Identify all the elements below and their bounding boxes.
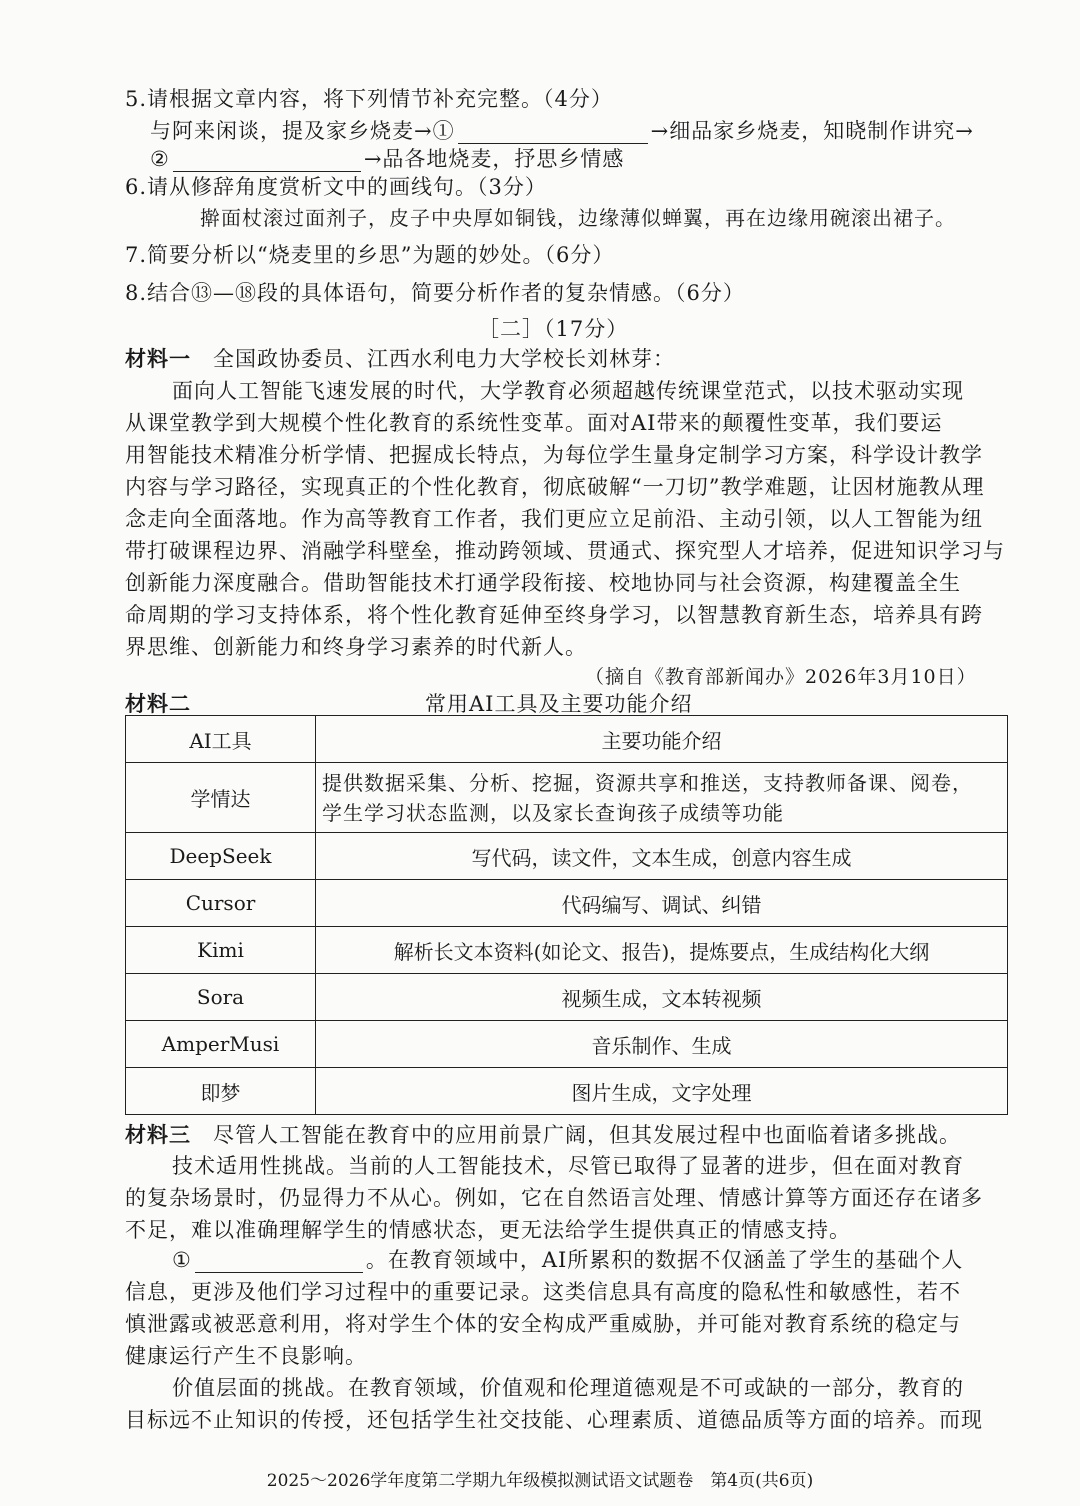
tool-name: Cursor bbox=[126, 880, 316, 927]
question-5-line2 bbox=[150, 146, 624, 172]
tool-name: 即梦 bbox=[126, 1068, 316, 1115]
answer-blank-3[interactable] bbox=[195, 1250, 363, 1273]
material-1-source: （摘自《教育部新闻办》2026年3月10日） bbox=[585, 666, 977, 688]
answer-blank-2[interactable] bbox=[173, 149, 361, 172]
tool-desc: 视频生成，文本转视频 bbox=[316, 974, 1008, 1021]
tool-desc-line: 学生学习状态监测，以及家长查询孩子成绩等功能 bbox=[322, 800, 784, 825]
ai-tools-table bbox=[125, 715, 1008, 1115]
tool-name: Sora bbox=[126, 974, 316, 1021]
table-row bbox=[126, 763, 1008, 833]
tool-desc: 解析长文本资料(如论文、报告)，提炼要点，生成结构化大纲 bbox=[316, 927, 1008, 974]
m3-p1-line-0: 技术适用性挑战。当前的人工智能技术，尽管已取得了显著的进步，但在面对教育 bbox=[172, 1154, 964, 1178]
q5-line2-end: →品各地烧麦，抒思乡情感 bbox=[363, 147, 625, 171]
tool-desc: 写代码，读文件，文本生成，创意内容生成 bbox=[316, 833, 1008, 880]
tool-desc: 图片生成，文字处理 bbox=[316, 1068, 1008, 1115]
question-5-stem: 5.请根据文章内容，将下列情节补充完整。（4分） bbox=[125, 87, 613, 111]
table-row bbox=[126, 1021, 1008, 1068]
question-6-quote: 擀面杖滚过面剂子，皮子中央厚如铜钱，边缘薄似蝉翼，再在边缘用碗滚出裙子。 bbox=[200, 206, 956, 230]
m3-p1-line-2: 不足，难以准确理解学生的情感状态，更无法给学生提供真正的情感支持。 bbox=[125, 1218, 851, 1242]
material-3-label: 材料三 bbox=[125, 1122, 191, 1147]
tool-name: DeepSeek bbox=[126, 833, 316, 880]
table-row bbox=[126, 833, 1008, 880]
m3-p3-line-1: 目标远不止知识的传授，还包括学生社交技能、心理素质、道德品质等方面的培养。而现 bbox=[125, 1408, 983, 1432]
material-1-label: 材料一 bbox=[125, 346, 191, 371]
m3-p3-line-0: 价值层面的挑战。在教育领域，价值观和伦理道德观是不可或缺的一部分，教育的 bbox=[172, 1376, 964, 1400]
tool-name: 学情达 bbox=[126, 763, 316, 833]
table-row bbox=[126, 927, 1008, 974]
question-6-stem: 6.请从修辞角度赏析文中的画线句。（3分） bbox=[125, 175, 547, 199]
m3-p2-line-2: 健康运行产生不良影响。 bbox=[125, 1344, 367, 1368]
m3-p2-mark: ① bbox=[172, 1248, 192, 1272]
m1-line-1: 从课堂教学到大规模个性化教育的系统性变革。面对AI带来的颠覆性变革，我们要运 bbox=[125, 411, 943, 435]
tool-desc-line: 提供数据采集、分析、挖掘，资源共享和推送，支持教师备课、阅卷， bbox=[322, 770, 973, 795]
page-footer: 2025～2026学年度第二学期九年级模拟测试语文试题卷 第4页(共6页) bbox=[266, 1471, 814, 1491]
table-row bbox=[126, 1068, 1008, 1115]
m3-p2-first-line bbox=[172, 1247, 963, 1273]
header-desc: 主要功能介绍 bbox=[316, 716, 1008, 763]
m3-p1-line-1: 的复杂场景时，仍显得力不从心。例如，它在自然语言处理、情感计算等方面还存在诸多 bbox=[125, 1186, 983, 1210]
table-row bbox=[126, 974, 1008, 1021]
answer-blank-1[interactable] bbox=[458, 121, 648, 144]
m1-line-2: 用智能技术精准分析学情、把握成长特点，为每位学生量身定制学习方案，科学设计教学 bbox=[125, 443, 983, 467]
material-3-heading bbox=[125, 1122, 961, 1148]
header-tool: AI工具 bbox=[126, 716, 316, 763]
m1-line-5: 带打破课程边界、消融学科壁垒，推动跨领域、贯通式、探究型人才培养，促进知识学习与 bbox=[125, 539, 1005, 563]
m1-line-8: 界思维、创新能力和终身学习素养的时代新人。 bbox=[125, 635, 587, 659]
table-header-row bbox=[126, 716, 1008, 763]
m1-line-7: 命周期的学习支持体系，将个性化教育延伸至终身学习，以智慧教育新生态，培养具有跨 bbox=[125, 603, 983, 627]
material-2-label: 材料二 bbox=[125, 691, 191, 716]
tool-name: AmperMusi bbox=[126, 1021, 316, 1068]
m3-p2-rest: 。在教育领域中，AI所累积的数据不仅涵盖了学生的基础个人 bbox=[365, 1248, 964, 1272]
question-8-stem: 8.结合⑬—⑱段的具体语句，简要分析作者的复杂情感。（6分） bbox=[125, 281, 745, 305]
question-5-line1 bbox=[150, 118, 974, 144]
q5-line1-start: 与阿来闲谈，提及家乡烧麦→① bbox=[150, 119, 455, 143]
m1-line-0: 面向人工智能飞速发展的时代，大学教育必须超越传统课堂范式，以技术驱动实现 bbox=[172, 379, 964, 403]
m1-line-3: 内容与学习路径，实现真正的个性化教育，彻底破解“一刀切”教学难题，让因材施教从理 bbox=[125, 475, 985, 499]
material-1-intro: 全国政协委员、江西水利电力大学校长刘林芽： bbox=[213, 347, 675, 371]
section-2-title: ［二］（17分） bbox=[478, 317, 629, 341]
material-1-heading bbox=[125, 346, 675, 372]
m1-line-6: 创新能力深度融合。借助智能技术打通学段衔接、校地协同与社会资源，构建覆盖全生 bbox=[125, 571, 961, 595]
tool-name: Kimi bbox=[126, 927, 316, 974]
material-2-title: 常用AI工具及主要功能介绍 bbox=[425, 692, 693, 716]
table-row bbox=[126, 880, 1008, 927]
m3-p2-line-1: 慎泄露或被恶意利用，将对学生个体的安全构成严重威胁，并可能对教育系统的稳定与 bbox=[125, 1312, 961, 1336]
q5-line2-mark: ② bbox=[150, 147, 170, 171]
m1-line-4: 念走向全面落地。作为高等教育工作者，我们更应立足前沿、主动引领，以人工智能为纽 bbox=[125, 507, 983, 531]
question-7-stem: 7.简要分析以“烧麦里的乡思”为题的妙处。（6分） bbox=[125, 243, 615, 267]
tool-desc: 代码编写、调试、纠错 bbox=[316, 880, 1008, 927]
tool-desc: 音乐制作、生成 bbox=[316, 1021, 1008, 1068]
material-3-first: 尽管人工智能在教育中的应用前景广阔，但其发展过程中也面临着诸多挑战。 bbox=[213, 1123, 961, 1147]
tool-desc bbox=[316, 763, 1008, 833]
q5-line1-end: →细品家乡烧麦，知晓制作讲究→ bbox=[650, 119, 974, 143]
m3-p2-line-0: 信息，更涉及他们学习过程中的重要记录。这类信息具有高度的隐私性和敏感性，若不 bbox=[125, 1280, 961, 1304]
